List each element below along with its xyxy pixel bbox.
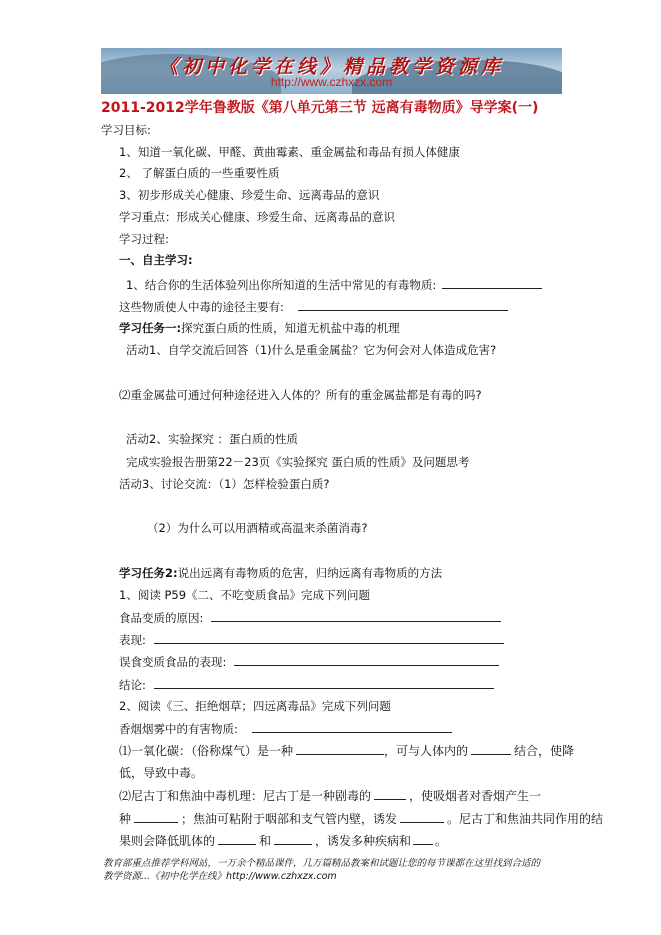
activity-3: 活动3、讨论交流：（1）怎样检验蛋白质? xyxy=(119,477,330,491)
task-two-label: 学习任务2: xyxy=(119,566,178,580)
food-spoil-signs-label: 表现: xyxy=(119,633,146,647)
activity-1: 活动1、自学交流后回答（1)什么是重金属盐？它为何会对人体造成危害? xyxy=(126,343,497,357)
tar-text-b: ；焦油可粘附于咽部和支气管内壁，诱发 xyxy=(181,812,398,826)
answer-blank[interactable] xyxy=(252,721,452,733)
food-spoil-cause xyxy=(119,610,501,625)
answer-blank[interactable] xyxy=(274,833,312,845)
question-poison-routes-text: 这些物质使人中毒的途径主要有: xyxy=(119,300,284,314)
answer-blank[interactable] xyxy=(134,811,178,823)
combined-effect-text-c: ，诱发多种疾病和 xyxy=(315,834,412,848)
combined-effect-text-d: 。 xyxy=(435,834,448,848)
nicotine-text-b: ，使吸烟者对香烟产生一 xyxy=(409,789,542,803)
task-two-text: 说出远离有毒物质的危害，归纳远离有毒物质的方法 xyxy=(177,566,443,580)
answer-blank[interactable] xyxy=(154,632,504,644)
answer-blank[interactable] xyxy=(298,299,508,311)
food-spoil-signs xyxy=(119,632,504,647)
nicotine-text-a: ⑵尼古丁和焦油中毒机理：尼古丁是一种剧毒的 xyxy=(119,789,372,803)
tar-text-a: 种 xyxy=(119,812,132,826)
reading-1: 1、阅读 P59《二、不吃变质食品》完成下列问题 xyxy=(119,588,371,602)
food-conclusion-label: 结论: xyxy=(119,678,146,692)
carbon-monoxide-line xyxy=(119,743,574,758)
task-one xyxy=(119,321,400,335)
task-two xyxy=(119,566,442,580)
footer-line-1: 教育部重点推荐学科网站，一万余个精品课件，几万篇精品教案和试题让您的每节课都在这里找到合适的 xyxy=(103,858,541,869)
carbon-monoxide-text-c: 结合，使降 xyxy=(514,744,575,758)
nicotine-line xyxy=(119,788,541,803)
site-banner xyxy=(101,48,562,94)
answer-blank[interactable] xyxy=(211,610,501,622)
tar-text-c: 。尼古丁和焦油共同作用的结 xyxy=(447,812,604,826)
combined-effect-line xyxy=(119,833,447,848)
food-spoil-cause-label: 食品变质的原因: xyxy=(119,611,204,625)
task-one-label: 学习任务一: xyxy=(119,321,182,335)
objective-2: 2、 了解蛋白质的一些重要性质 xyxy=(119,166,280,180)
activity-3-question-2: （2）为什么可以用酒精或高温来杀菌消毒? xyxy=(147,521,368,535)
combined-effect-text-b: 和 xyxy=(259,834,272,848)
smoke-harmful-substances-label: 香烟烟雾中的有害物质: xyxy=(119,722,238,736)
question-common-toxins xyxy=(126,277,542,292)
spoiled-food-symptoms xyxy=(119,654,499,669)
task-one-text: 探究蛋白质的性质，知道无机盐中毒的机理 xyxy=(181,321,400,335)
question-common-toxins-text: 1、结合你的生活体验列出你所知道的生活中常见的有毒物质: xyxy=(126,278,437,292)
footer-line-2: 教学资源...《初中化学在线》http://www.czhxzx.com xyxy=(103,871,337,882)
reading-2: 2、阅读《三、拒绝烟草；四远离毒品》完成下列问题 xyxy=(119,699,391,713)
self-study-heading: 一、自主学习: xyxy=(119,253,193,267)
objectives-heading: 学习目标: xyxy=(101,123,151,137)
page-footer xyxy=(103,857,540,883)
activity-2-instruction: 完成实验报告册第22－23页《实验探究 蛋白质的性质》及问题思考 xyxy=(126,455,470,469)
banner-url-link[interactable]: http://www.czhxzx.com xyxy=(270,75,393,89)
answer-blank[interactable] xyxy=(218,833,256,845)
answer-blank[interactable] xyxy=(413,833,433,845)
objective-3: 3、初步形成关心健康、珍爱生命、远离毒品的意识 xyxy=(119,188,380,202)
combined-effect-text-a: 果则会降低肌体的 xyxy=(119,834,216,848)
process-heading: 学习过程: xyxy=(119,232,169,246)
answer-blank[interactable] xyxy=(442,277,542,289)
answer-blank[interactable] xyxy=(374,788,406,800)
answer-blank[interactable] xyxy=(234,654,499,666)
answer-blank[interactable] xyxy=(400,811,444,823)
question-poison-routes xyxy=(119,299,508,314)
food-conclusion xyxy=(119,677,494,692)
activity-2: 活动2、实验探究 ：蛋白质的性质 xyxy=(126,432,298,446)
answer-blank[interactable] xyxy=(471,743,511,755)
key-points: 学习重点：形成关心健康、珍爱生命、远离毒品的意识 xyxy=(119,210,395,224)
carbon-monoxide-text-a: ⑴一氧化碳：（俗称煤气）是一种 xyxy=(119,744,294,758)
answer-blank[interactable] xyxy=(296,743,384,755)
spoiled-food-symptoms-label: 误食变质食品的表现: xyxy=(119,655,227,669)
smoke-harmful-substances xyxy=(119,721,452,736)
activity-1-question-2: ⑵重金属盐可通过何种途径进入人体的？所有的重金属盐都是有毒的吗? xyxy=(119,388,482,402)
banner-title: 《初中化学在线》精品教学资源库 xyxy=(158,56,504,78)
carbon-monoxide-text-b: ，可与人体内的 xyxy=(384,744,469,758)
tar-line xyxy=(119,811,603,826)
document-title: 2011-2012学年鲁教版《第八单元第三节 远离有毒物质》导学案(一) xyxy=(101,100,539,116)
objective-1: 1、知道一氧化碳、甲醛、黄曲霉素、重金属盐和毒品有损人体健康 xyxy=(119,145,460,159)
carbon-monoxide-line-2: 低，导致中毒。 xyxy=(119,766,204,780)
answer-blank[interactable] xyxy=(154,677,494,689)
